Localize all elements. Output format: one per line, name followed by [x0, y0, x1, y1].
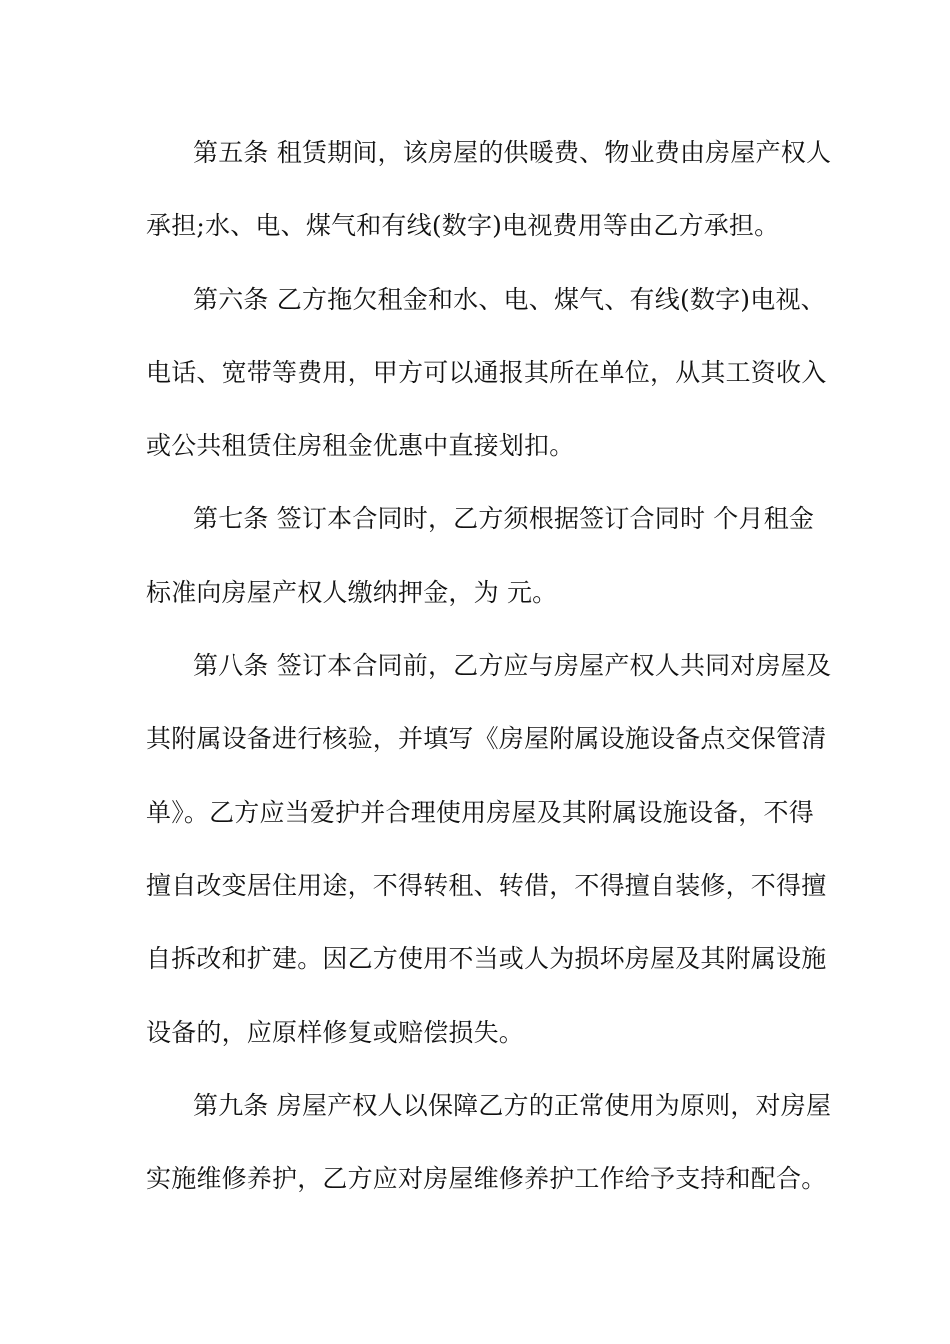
clause-8-line-5: 自拆改和扩建。因乙方使用不当或人为损坏房屋及其附属设施 [146, 944, 827, 974]
clause-6-line-2: 电话、宽带等费用，甲方可以通报其所在单位，从其工资收入 [146, 357, 827, 387]
clause-7-line-2: 标准向房屋产权人缴纳押金，为 元。 [146, 577, 558, 607]
clause-8-line-2: 其附属设备进行核验，并填写《房屋附属设施设备点交保管清 [146, 724, 827, 754]
document-body [146, 129, 832, 1228]
clause-5-line-2: 承担;水、电、煤气和有线(数字)电视费用等由乙方承担。 [146, 211, 780, 241]
clause-9-line-2: 实施维修养护，乙方应对房屋维修养护工作给予支持和配合。 [146, 1164, 827, 1194]
clause-7-line-1: 第七条 签订本合同时，乙方须根据签订合同时 个月租金 [193, 504, 815, 534]
clause-6-line-3: 或公共租赁住房租金优惠中直接划扣。 [146, 431, 575, 461]
clause-8-line-3: 单》。乙方应当爱护并合理使用房屋及其附属设施设备，不得 [146, 797, 814, 827]
clause-8-line-1: 第八条 签订本合同前，乙方应与房屋产权人共同对房屋及 [193, 651, 832, 681]
clause-9-line-1: 第九条 房屋产权人以保障乙方的正常使用为原则，对房屋 [193, 1090, 832, 1120]
clause-8-line-4: 擅自改变居住用途，不得转租、转借，不得擅自装修，不得擅 [146, 870, 827, 900]
clause-8-line-6: 设备的，应原样修复或赔偿损失。 [146, 1017, 525, 1047]
clause-5-line-1: 第五条 租赁期间，该房屋的供暖费、物业费由房屋产权人 [193, 138, 832, 167]
clause-6-line-1: 第六条 乙方拖欠租金和水、电、煤气、有线(数字)电视、 [193, 284, 826, 314]
